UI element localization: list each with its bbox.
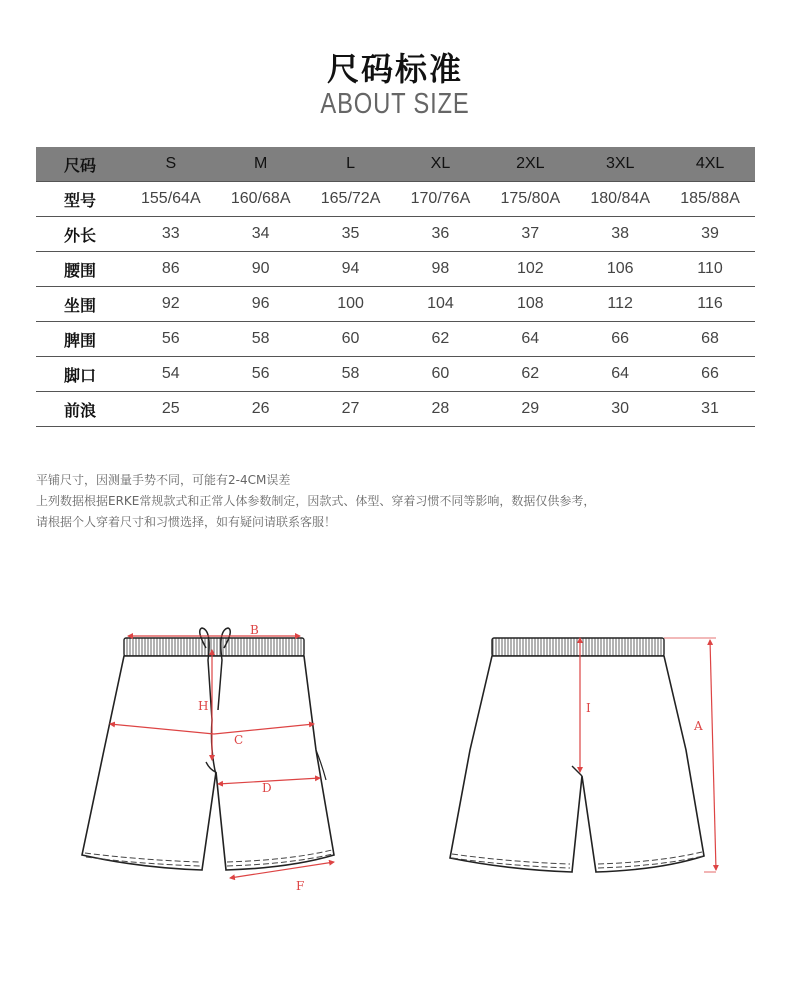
table-cell: 106 xyxy=(575,252,665,287)
table-cell: 38 xyxy=(575,217,665,252)
table-cell: 31 xyxy=(665,392,755,427)
table-cell: 60 xyxy=(396,357,486,392)
note-line: 上列数据根据ERKE常规款式和正常人体参数制定，因款式、体型、穿着习惯不同等影响，数据仅供参考， xyxy=(36,494,596,508)
row-label: 坐围 xyxy=(36,287,126,322)
table-cell: 33 xyxy=(126,217,216,252)
table-cell: 68 xyxy=(665,322,755,357)
front-waistband xyxy=(124,638,304,656)
table-cell: 60 xyxy=(306,322,396,357)
table-row xyxy=(36,322,755,357)
table-cell: 58 xyxy=(306,357,396,392)
table-cell: 35 xyxy=(306,217,396,252)
table-header-row xyxy=(36,147,755,182)
table-cell: 37 xyxy=(485,217,575,252)
table-cell: 58 xyxy=(216,322,306,357)
table-cell: 34 xyxy=(216,217,306,252)
label-h: H xyxy=(198,699,209,713)
table-cell: 116 xyxy=(665,287,755,322)
table-row xyxy=(36,357,755,392)
table-cell: 100 xyxy=(306,287,396,322)
measure-a xyxy=(710,640,716,870)
table-cell: 64 xyxy=(575,357,665,392)
table-cell: 160/68A xyxy=(216,182,306,217)
label-a: A xyxy=(694,719,703,733)
back-shorts-outline xyxy=(450,656,704,872)
row-label: 腰围 xyxy=(36,252,126,287)
label-b: B xyxy=(250,623,259,637)
table-cell: 28 xyxy=(396,392,486,427)
row-label: 脾围 xyxy=(36,322,126,357)
table-cell: 175/80A xyxy=(485,182,575,217)
table-cell: 62 xyxy=(485,357,575,392)
table-cell: 26 xyxy=(216,392,306,427)
page-title: 尺码标准 xyxy=(326,50,463,88)
table-cell: 39 xyxy=(665,217,755,252)
table-cell: 96 xyxy=(216,287,306,322)
label-c: C xyxy=(234,733,244,747)
row-label: 型号 xyxy=(36,182,126,217)
table-cell: 170/76A xyxy=(396,182,486,217)
table-cell: 36 xyxy=(396,217,486,252)
shorts-measurement-diagram xyxy=(0,600,790,900)
table-cell: 102 xyxy=(485,252,575,287)
shorts-back-view xyxy=(450,638,716,872)
table-cell: 25 xyxy=(126,392,216,427)
note-line: 平铺尺寸，因测量手势不同，可能有2-4CM误差 xyxy=(36,473,291,487)
table-cell: 56 xyxy=(216,357,306,392)
front-shorts-outline xyxy=(82,656,334,870)
column-header: 3XL xyxy=(575,147,665,182)
row-label: 外长 xyxy=(36,217,126,252)
column-header: 4XL xyxy=(665,147,755,182)
table-cell: 27 xyxy=(306,392,396,427)
table-cell: 165/72A xyxy=(306,182,396,217)
column-header: M xyxy=(216,147,306,182)
back-waistband xyxy=(492,638,664,656)
size-notes xyxy=(36,470,595,533)
table-cell: 62 xyxy=(396,322,486,357)
table-row xyxy=(36,217,755,252)
row-label: 脚口 xyxy=(36,357,126,392)
table-cell: 66 xyxy=(575,322,665,357)
column-header: L xyxy=(306,147,396,182)
label-d: D xyxy=(262,781,272,795)
table-cell: 108 xyxy=(485,287,575,322)
column-header: 尺码 xyxy=(36,147,126,182)
label-f: F xyxy=(296,879,305,893)
table-cell: 104 xyxy=(396,287,486,322)
column-header: S xyxy=(126,147,216,182)
table-cell: 185/88A xyxy=(665,182,755,217)
column-header: 2XL xyxy=(485,147,575,182)
table-cell: 110 xyxy=(665,252,755,287)
label-i: I xyxy=(586,701,591,715)
table-row xyxy=(36,252,755,287)
table-cell: 56 xyxy=(126,322,216,357)
shorts-front-view xyxy=(82,623,334,893)
table-cell: 112 xyxy=(575,287,665,322)
column-header: XL xyxy=(396,147,486,182)
table-cell: 98 xyxy=(396,252,486,287)
table-cell: 92 xyxy=(126,287,216,322)
page-subtitle: ABOUT SIZE xyxy=(320,88,470,120)
table-cell: 64 xyxy=(485,322,575,357)
size-table xyxy=(36,147,755,427)
table-cell: 90 xyxy=(216,252,306,287)
table-row xyxy=(36,392,755,427)
table-cell: 94 xyxy=(306,252,396,287)
note-line: 请根据个人穿着尺寸和习惯选择，如有疑问请联系客服！ xyxy=(36,515,337,529)
table-cell: 86 xyxy=(126,252,216,287)
table-cell: 180/84A xyxy=(575,182,665,217)
table-row xyxy=(36,182,755,217)
table-row xyxy=(36,287,755,322)
table-cell: 30 xyxy=(575,392,665,427)
table-cell: 66 xyxy=(665,357,755,392)
table-cell: 54 xyxy=(126,357,216,392)
table-cell: 155/64A xyxy=(126,182,216,217)
table-cell: 29 xyxy=(485,392,575,427)
row-label: 前浪 xyxy=(36,392,126,427)
